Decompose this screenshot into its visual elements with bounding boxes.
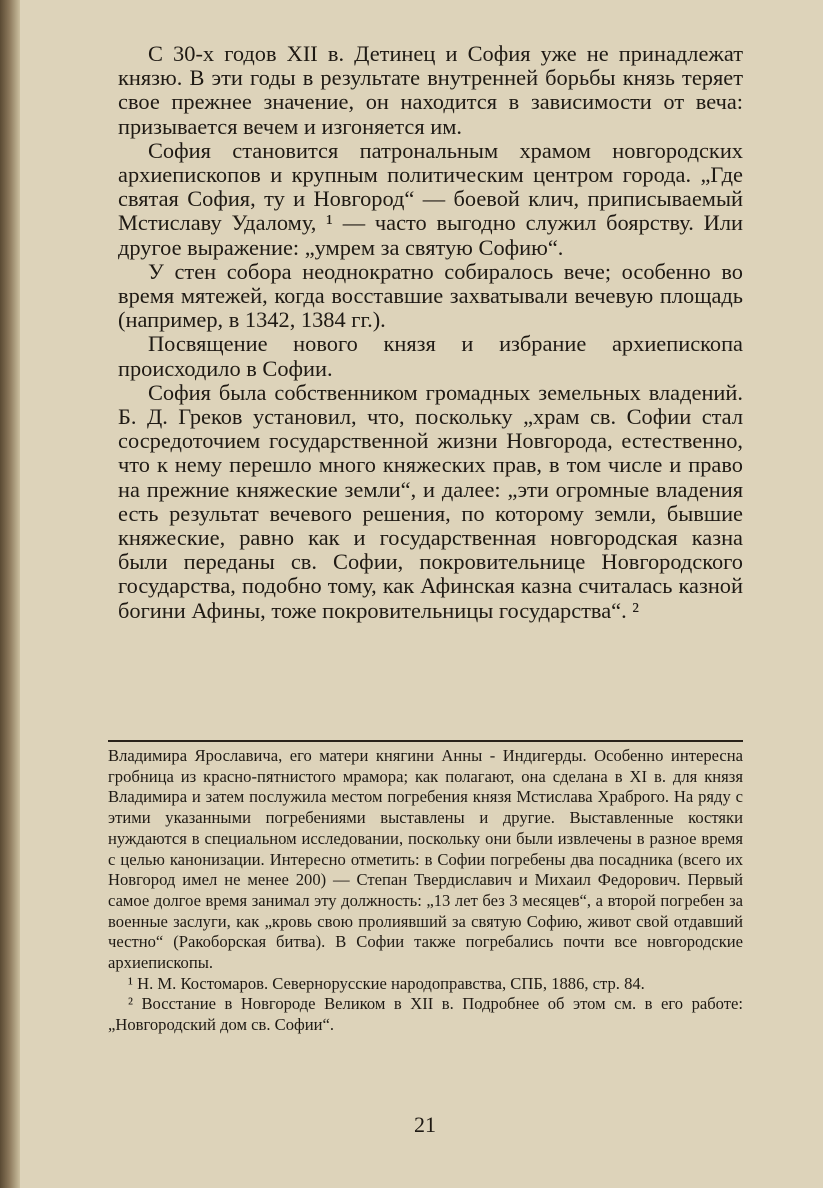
- paragraph: Посвящение нового князя и избрание архиепископа происходило в Софии.: [118, 331, 743, 381]
- page-number: 21: [414, 1112, 436, 1137]
- footnotes-section: [108, 746, 743, 1036]
- footnote-separator-rule: [108, 740, 743, 742]
- footnote-1: ¹ Н. М. Костомаров. Севернорусские народоправства, СПБ, 1886, стр. 84.: [128, 973, 645, 993]
- paragraph: С 30-х годов XII в. Детинец и София уже не принадлежат князю. В эти годы в результате внутренней борьбы князь теряет свое прежнее значение, он находится в зависимости от веча: призывается вечем и изгоняется им.: [118, 41, 743, 139]
- paragraph: София становится патрональным храмом новгородских архиепископов и крупным политическим центром города. „Где святая София, ту и Новгород“ — боевой клич, приписываемый Мстиславу Удалому, ¹ — часто выгодно служил боярству. Или другое выражение: „умрем за святую Софию“.: [118, 137, 743, 260]
- paragraph: У стен собора неоднократно собиралось вече; особенно во время мятежей, когда восставшие захватывали вечевую площадь (например, в 1342, 1384 гг.).: [118, 258, 743, 333]
- footnote-2: ² Восстание в Новгороде Великом в XII в. Подробнее об этом см. в его работе: „Новгородский дом св. Софии“.: [108, 994, 743, 1035]
- paragraph: София была собственником громадных земельных владений. Б. Д. Греков установил, что, поскольку „храм св. Софии стал сосредоточием государственной жизни Новгорода, естественно, что к нему перешло много княжеских прав, в том числе и право на прежние княжеские земли“, и далее: „эти огромные владения есть результат вечевого решения, по которому земли, бывшие княжеские, равно как и государственная новгородская казна были переданы св. Софии, покровительнице Новгородского государства, подобно тому, как Афинская казна считалась казной богини Афины, тоже покровительницы государства“. ²: [118, 379, 743, 623]
- book-spine-shadow: [0, 0, 20, 1188]
- footnote-continuation: Владимира Ярославича, его матери княгини Анны - Индигерды. Особенно интересна гробница из красно-пятнистого мрамора; как полагают, она сделана в XI в. для князя Владимира и затем послужила местом погребения князя Мстислава Храброго. На ряду с этими указанными погребениями выставлены и другие. Выставленные костяки нуждаются в специальном исследовании, поскольку они были извлечены в разное время с целью канонизации. Интересно отметить: в Софии погребены два посадника (всего их Новгород имел не менее 200) — Степан Твердиславич и Михаил Федорович. Первый самое долгое время занимал эту должность: „13 лет без 3 месяцев“, а второй погребен за военные заслуги, как „кровь свою пролиявший за святую Софию, живот свой отдавший честно“ (Ракоборская битва). В Софии также погребались почти все новгородские архиепископы.: [108, 746, 743, 973]
- main-text-body: [118, 42, 743, 623]
